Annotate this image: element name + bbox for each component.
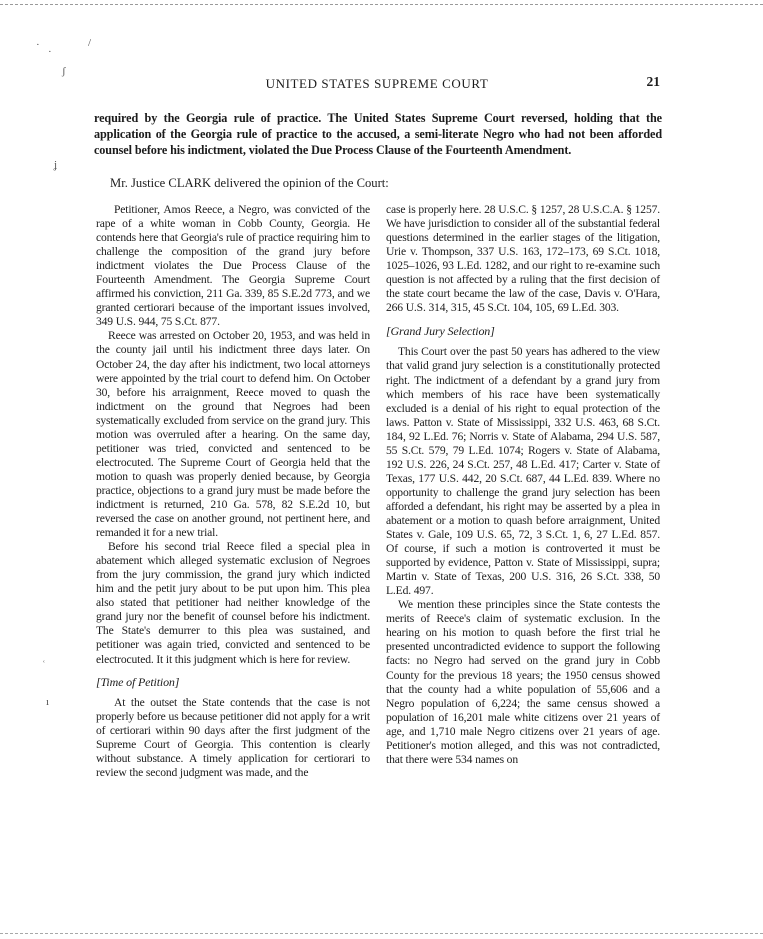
section-heading: [Time of Petition] [96, 674, 180, 689]
scan-speck: · [36, 39, 40, 51]
opinion-intro: Mr. Justice CLARK delivered the opinion of the Court: [110, 176, 389, 190]
paragraph: Before his second trial Reece filed a special plea in abatement which alleged systematic exclusion of Negroes from the jury commission, the grand jury which indicted him and the petit jury about to be put upon him. This plea also stated that petitioner had neither knowledge of the grand jury nor the benefit of counsel before his indictment. The State's demurrer to this plea was sustained, and petitioner was again tried, convicted and sentenced to be electrocuted. It it this judgment which is here for review. [96, 540, 370, 666]
scan-speck: / [88, 37, 92, 49]
section-heading: [Grand Jury Selection] [386, 324, 495, 339]
court-name: UNITED STATES SUPREME COURT [265, 76, 489, 91]
syllabus-paragraph: required by the Georgia rule of practice. The United States Supreme Court reversed, holding that the application of the Georgia rule of practice to the accused, a semi-literate Negro who had not been afforded counsel before his indictment, violated the Due Process Clause of the Fourteenth Amendment. [94, 111, 662, 157]
page-header [94, 74, 660, 92]
paragraph: This Court over the past 50 years has adhered to the view that valid grand jury selection is a constitutionally protected right. The indictment of a defendant by a grand jury from which members of his race have been systematically excluded is a denial of his right to equal protection of the laws. Patton v. State of Mississippi, 332 U.S. 463, 68 S.Ct. 184, 92 L.Ed. 76; Norris v. State of Alabama, 294 U.S. 587, 55 S.Ct. 579, 79 L.Ed. 1074; Rogers v. State of Alabama, 192 U.S. 226, 24 S.Ct. 257, 48 L.Ed. 417; Carter v. State of Texas, 177 U.S. 442, 20 S.Ct. 687, 44 L.Ed. 839. Where no opportunity to challenge the grand jury selection has been afforded a defendant, his right may be asserted by a plea in abatement or a motion to quash before arraignment, United States v. Gale, 109 U.S. 65, 72, 3 S.Ct. 1, 6, 27 L.Ed. 857. Of course, if such a motion is controverted it must be supported by evidence, Patton v. State of Mississippi, supra; Martin v. State of Texas, 200 U.S. 316, 26 S.Ct. 338, 50 L.Ed. 497. [386, 345, 660, 598]
scan-speck: ʝ [54, 159, 58, 171]
scan-top-border [0, 4, 763, 5]
paragraph: Petitioner, Amos Reece, a Negro, was convicted of the rape of a white woman in Cobb County, Georgia. He contends here that Georgia's rule of practice requiring him to challenge the composition of the grand jury before indictment violates the Due Process Clause of the Fourteenth Amendment. The Georgia Supreme Court affirmed his conviction, 211 Ga. 339, 85 S.E.2d 773, and we granted certiorari because of the important issues involved, 349 U.S. 944, 75 S.Ct. 877. [96, 203, 370, 329]
page-number: 21 [646, 74, 660, 89]
left-column [96, 203, 370, 780]
right-column [386, 203, 660, 767]
scan-speck: ʃ [62, 65, 66, 77]
paragraph: We mention these principles since the State contests the merits of Reece's claim of systematic exclusion. In the hearing on his motion to quash before the first trial he presented uncontradicted evidence to support the following facts: no Negro had served on the grand jury in Cobb County for the previous 18 years; the 1950 census showed that the county had a white population of 55,606 and a Negro population of 6,224; the same census showed a population of 16,201 male white citizens over 21 years of age, and 1,710 male Negro citizens over 21 years of age. Petitioner's motion alleged, and this was not contradicted, that there were 534 names on [386, 598, 660, 766]
scan-speck: · [48, 46, 52, 58]
scan-speck: ı [46, 696, 50, 708]
paragraph: Reece was arrested on October 20, 1953, and was held in the county jail until his indictment three days later. On October 24, the day after his indictment, two local attorneys were appointed by the trial court to defend him. On October 30, before his arraignment, Reece moved to quash the indictment on the ground that Negroes had been systematically excluded from service on the grand jury. This motion was overruled after a hearing. On the same day, petitioner was tried, convicted and sentenced to be electrocuted. The Supreme Court of Georgia held that the motion to quash was properly denied because, by Georgia practice, objections to a grand jury must be made before the indictment is returned, 210 Ga. 578, 82 S.E.2d 10, but reversed the case on another ground, not pertinent here, and remanded it for a new trial. [96, 329, 370, 540]
paragraph: case is properly here. 28 U.S.C. § 1257, 28 U.S.C.A. § 1257. We have jurisdiction to consider all of the substantial federal questions determined in the earlier stages of the litigation, Urie v. Thompson, 337 U.S. 163, 172–173, 69 S.Ct. 1018, 1025–1026, 93 L.Ed. 1282, and our right to re-examine such question is not affected by a ruling that the first decision of the state court became the law of the case, Davis v. O'Hara, 266 U.S. 314, 315, 45 S.Ct. 104, 105, 69 L.Ed. 303. [386, 203, 660, 315]
scan-speck: ʿ [42, 659, 46, 671]
scan-bottom-border [0, 933, 763, 934]
paragraph: At the outset the State contends that the case is not properly before us because petitioner did not apply for a writ of certiorari within 90 days after the first judgment of the Supreme Court of Georgia. This contention is clearly without substance. A timely application for certiorari to review the second judgment was made, and the [96, 695, 370, 779]
